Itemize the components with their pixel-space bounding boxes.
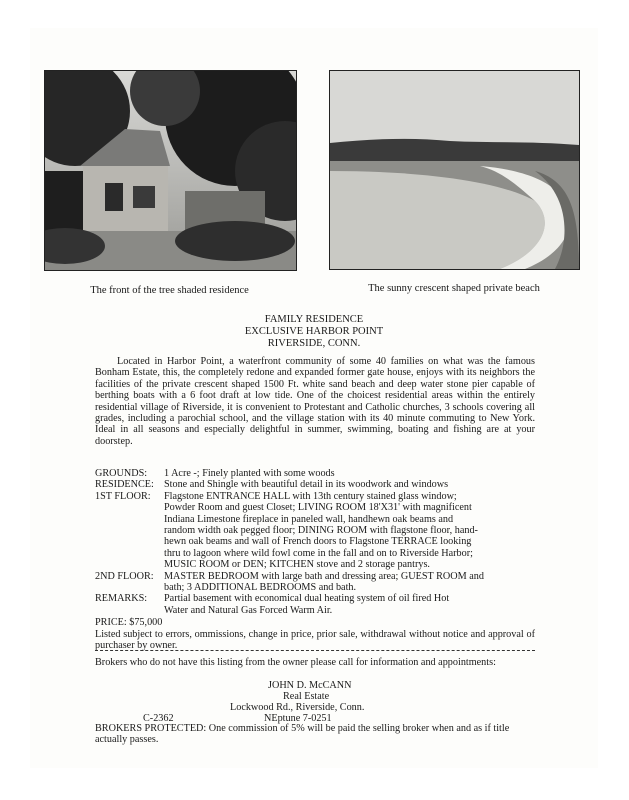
beach-photo [329,70,580,270]
heading-line-3: RIVERSIDE, CONN. [267,338,361,349]
spec-line: 1 Acre -; Finely planted with some woods [164,468,335,479]
contact-title: Real Estate [283,691,330,702]
listing-heading [30,314,598,350]
spec-label: REMARKS: [95,593,148,605]
disclaimer: Listed subject to errors, ommissions, change in price, prior sale, withdrawal without notice and approval of purchaser by owner. [95,628,535,652]
spec-line: bath; 3 ADDITIONAL BEDROOMS and bath. [164,582,357,594]
spec-label: GROUNDS: [95,468,148,479]
spec-label: 1ST FLOOR: [95,490,151,502]
contact-name: JOHN D. McCANN [268,680,352,691]
spec-line: MASTER BEDROOM with large bath and dressing area; GUEST ROOM and [164,570,484,582]
heading-line-1: FAMILY RESIDENCE [264,314,364,325]
brokers-protected: BROKERS PROTECTED: One commission of 5% will be paid the selling broker when and as if title actually passes. [95,723,510,746]
spec-label: RESIDENCE: [95,479,154,491]
spec-line: hewn oak beams and wall of French doors to Flagstone TERRACE looking [164,536,472,548]
price: PRICE: $75,000 [95,617,163,629]
spec-line: Partial basement with economical dual heating system of oil fired Hot [164,593,450,605]
spec-second-floor [95,571,540,594]
spec-line: Flagstone ENTRANCE HALL with 13th century stained glass window; [164,490,457,502]
spec-line: Indiana Limestone fireplace in paneled wall, handhewn oak beams and [164,513,454,525]
spec-first-floor [95,491,540,571]
spec-label: 2ND FLOOR: [95,570,154,582]
spec-line: Powder Room and guest Closet; LIVING ROOM 18'X31' with magnificent [164,502,472,514]
section-divider [95,650,535,651]
contact-phone: NEptune 7-0251 [264,713,332,724]
brokers-note: Brokers who do not have this listing from the owner please call for information and appointments: [95,657,496,668]
listing-code: C-2362 [143,713,174,724]
spec-line: random width oak pegged floor; DINING ROOM with flagstone floor, hand- [164,525,478,537]
spec-line: thru to lagoon where wild fowl come in the fall and on to Riverside Harbor; [164,547,473,559]
spec-residence [95,479,540,490]
contact-address: Lockwood Rd., Riverside, Conn. [230,702,365,713]
spec-remarks [95,593,540,616]
spec-grounds [95,468,540,479]
property-specs [95,468,540,652]
beach-photo-caption: The sunny crescent shaped private beach [368,283,540,294]
house-photo-caption: The front of the tree shaded residence [90,285,249,296]
spec-line: Stone and Shingle with beautiful detail in its woodwork and windows [164,479,449,491]
spec-line: MUSIC ROOM or DEN; KITCHEN stove and 2 storage pantrys. [164,559,430,571]
spec-line: Water and Natural Gas Forced Warm Air. [164,604,333,616]
house-photo [44,70,297,271]
heading-line-2: EXCLUSIVE HARBOR POINT [244,326,384,337]
property-description: Located in Harbor Point, a waterfront community of some 40 families on what was the famous Bonham Estate, this, the completely redone and expanded former gate house, enjoys with its neighbors the facilities of the private crescent shaped 1500 Ft. white sand beach and deep water stone pier capable of berthing boats with a 6 foot draft at low tide. One of the choicest residential areas within the entirely residential village of Riverside, it is convenient to Protestant and Catholic churches, 3 schools covering all grades, including a parochial school, and the village station with its 40 minute commuting to New York. Ideal in all seasons and especially delightful in summer, swimming, boating and fishing are at your doorstep. [95,356,535,447]
